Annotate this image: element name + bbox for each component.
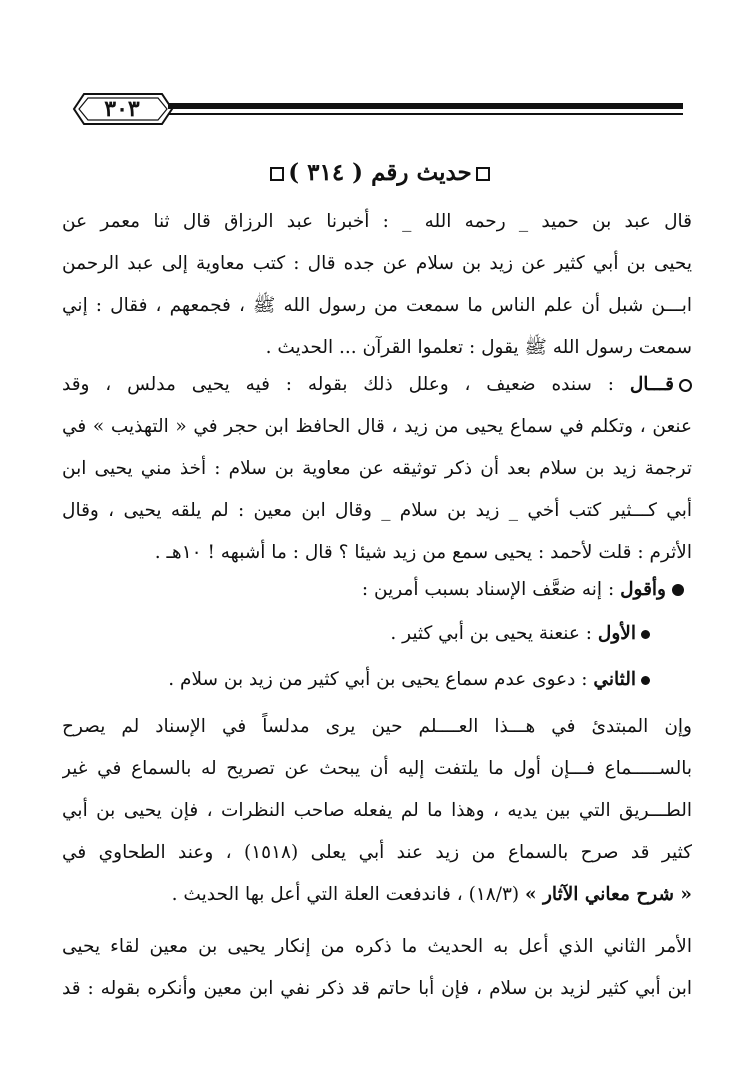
page-header — [0, 0, 747, 140]
reply-section — [62, 569, 692, 703]
reply-text: : إنه ضعَّف الإسناد بسبب أمرين : — [361, 579, 615, 600]
text-line: ترجمة زيد بن سلام بعد أن ذكر توثيقه عن معاوية بن سلام : أخذ مني يحيى ابن — [62, 458, 692, 479]
reply-line — [62, 569, 692, 611]
square-ornament-icon — [270, 167, 284, 181]
para2-lead: قـــال — [629, 374, 674, 395]
text-line: وإن المبتدئ في هـــذا العــــلم حين يرى مدلساً في الإسناد لم يصرح — [62, 716, 692, 737]
point-1-lead: الأول — [597, 623, 636, 644]
text-line: عنعن ، وتكلم في سماع يحيى من زيد ، قال الحافظ ابن حجر في « التهذيب » في — [62, 416, 692, 437]
paragraph-3 — [62, 706, 692, 916]
point-2 — [62, 657, 692, 703]
text-line: الطـــريق التي بين يديه ، وهذا ما لم يفعله صاحب النظرات ، فإن يحيى بن أبي — [62, 800, 692, 821]
para2-line-text: : سنده ضعيف ، وعلل ذلك بقوله : فيه يحيى مدلس ، وقد — [62, 374, 614, 395]
paragraph-4 — [62, 926, 692, 1010]
text-line: ابـــن شبل أن علم الناس ما سمعت من رسول الله ﷺ ، فجمعهم ، فقال : إني — [62, 295, 692, 316]
paragraph-2 — [62, 364, 692, 574]
header-rule-thin — [168, 113, 683, 115]
bullet-icon — [641, 630, 650, 639]
text-line — [62, 874, 692, 916]
hadith-title — [180, 155, 580, 191]
text-line: قال عبد بن حميد _ رحمه الله _ : أخبرنا عبد الرزاق قال ثنا معمر عن — [62, 211, 692, 232]
text-line: الأمر الثاني الذي أعل به الحديث ما ذكره من إنكار يحيى بن معين لقاء يحيى — [62, 936, 692, 957]
reply-lead: وأقول — [620, 579, 666, 600]
open-circle-icon — [679, 379, 692, 392]
point-1-text: : عنعنة يحيى بن أبي كثير . — [390, 623, 593, 644]
text-line: أبي كـــثير كتب أخي _ زيد بن سلام _ وقال ابن معين : لم يلقه يحيى ، وقال — [62, 500, 692, 521]
bullet-icon — [672, 584, 684, 596]
text-line: ابن أبي كثير لزيد بن سلام ، فإن أبا حاتم قد ذكر نفي ابن معين وأنكره بقوله : قد — [62, 978, 692, 999]
square-ornament-icon — [476, 167, 490, 181]
page-number: ٣٠٣ — [104, 96, 140, 122]
bullet-icon — [641, 676, 650, 685]
text-line: الأثرم : قلت لأحمد : يحيى سمع من زيد شيئا ؟ قال : ما أشبهه ! ١٠هـ . — [154, 542, 692, 563]
text-line: سمعت رسول الله ﷺ يقول : تعلموا القرآن ... الحديث . — [265, 337, 692, 358]
text-line — [62, 364, 692, 406]
hadith-title-text: حديث رقم ( ٣١٤ ) — [288, 159, 472, 186]
point-2-lead: الثاني — [593, 669, 636, 690]
paragraph-1 — [62, 201, 692, 369]
text-line: بالســـــماع فـــإن أول ما يلتفت إليه أن يبحث عن تصريح له بالسماع في غير — [62, 758, 692, 779]
text-line: يحيى بن أبي كثير عن زيد بن سلام عن جده قال : كتب معاوية إلى عبد الرحمن — [62, 253, 692, 274]
point-2-text: : دعوى عدم سماع يحيى بن أبي كثير من زيد بن سلام . — [168, 669, 588, 690]
para3-last-text: (١٨/٣) ، فاندفعت العلة التي أعل بها الحديث . — [171, 884, 525, 905]
text-line: كثير قد صرح بالسماع من زيد عند أبي يعلى (١٥١٨) ، وعند الطحاوي في — [62, 842, 692, 863]
header-rule-thick — [168, 103, 683, 109]
point-1 — [62, 611, 692, 657]
book-title: « شرح معاني الآثار » — [525, 884, 692, 905]
